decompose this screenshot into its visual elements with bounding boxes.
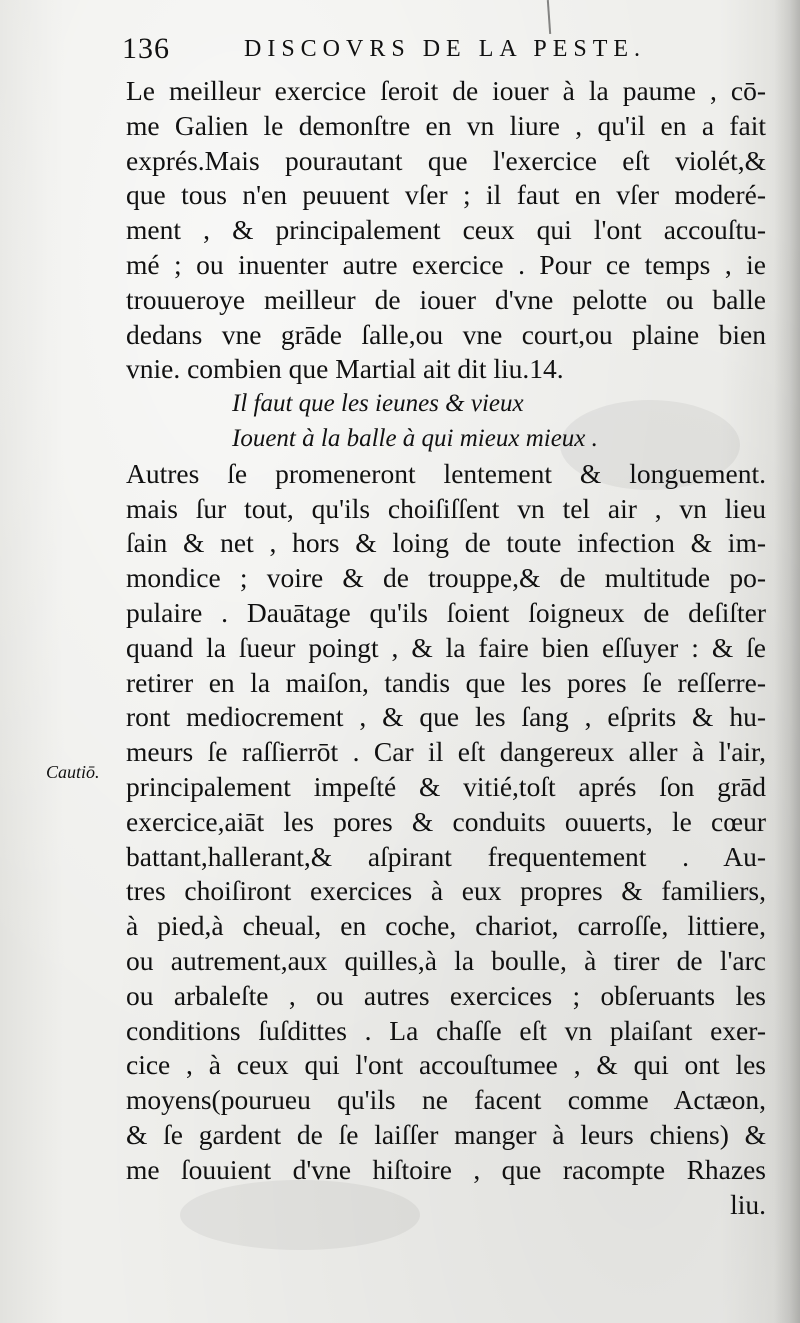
text-line: vnie. combien que Martial ait dit liu.14. [126,353,564,385]
catchword: liu. [730,1188,766,1220]
text-line: mondice ; voire & de trouppe,& de multitude po- [126,562,766,594]
spine-shadow [774,0,800,1323]
running-title: DISCOVRS DE LA PESTE. [244,36,647,62]
text-line: exprés.Mais pourautant que l'exercice eſt violét,& [126,144,766,176]
page-header [122,32,682,74]
text-line: moyens(pourueu qu'ils ne facent comme Actæon, [126,1084,766,1116]
text-line: cice , à ceux qui l'ont accouſtumee , & qui ont les [126,1049,766,1081]
text-line: mais ſur tout, qu'ils choiſiſſent vn tel air , vn lieu [126,492,766,524]
text-line: ou autrement,aux quilles,à la boulle, à tirer de l'arc [126,944,766,976]
text-line: Autres ſe promeneront lentement & longuement. [126,457,766,489]
body-text [126,74,766,1222]
text-line: battant,hallerant,& aſpirant frequentement . Au- [126,840,766,872]
text-line: conditions ſuſdittes . La chaſſe eſt vn plaiſant exer- [126,1014,766,1046]
text-line: ront mediocrement , & que les ſang , eſprits & hu- [126,701,766,733]
page-number: 136 [122,32,170,65]
text-line: exercice,aiāt les pores & conduits ouuerts, le cœur [126,805,766,837]
text-line: à pied,à cheual, en coche, chariot, carroſſe, littiere, [126,910,766,942]
text-line: ſain & net , hors & loing de toute infection & im- [126,527,766,559]
margin-note: Cautiō. [46,762,100,782]
text-line: trouueroye meilleur de iouer d'vne pelotte ou balle [126,283,766,315]
text-line: ment , & principalement ceux qui l'ont accouſtu- [126,214,766,246]
text-line: meurs ſe raſſierrōt . Car il eſt dangereux aller à l'air, [126,736,766,768]
text-line: me Galien le demonſtre en vn liure , qu'il en a fait [126,109,766,141]
verse-line: Iouent à la balle à qui mieux mieux . [232,424,598,452]
text-line: dedans vne grāde ſalle,ou vne court,ou plaine bien [126,318,766,350]
text-line: & ſe gardent de ſe laiſſer manger à leurs chiens) & [126,1118,766,1150]
text-line: pulaire . Dauātage qu'ils ſoient ſoigneux de deſiſter [126,596,766,628]
text-line: Le meilleur exercice ſeroit de iouer à la paume , cō- [126,75,766,106]
text-line: me ſouuient d'vne hiſtoire , que racompte Rhazes [126,1153,766,1185]
text-line: retirer en la maiſon, tandis que les pores ſe reſſerre- [126,666,766,698]
text-line: mé ; ou inuenter autre exercice . Pour ce temps , ie [126,248,766,280]
text-line: ou arbaleſte , ou autres exercices ; obſeruants les [126,979,766,1011]
text-line: quand la ſueur poingt , & la faire bien eſſuyer : & ſe [126,631,766,663]
text-line: tres choiſiront exercices à eux propres & familiers, [126,875,766,907]
text-line: principalement impeſté & vitié,toſt aprés ſon grād [126,770,766,802]
text-line: que tous n'en peuuent vſer ; il faut en vſer moderé- [126,179,766,211]
fold-mark [547,0,551,34]
verse-line: Il faut que les ieunes & vieux [232,390,524,418]
